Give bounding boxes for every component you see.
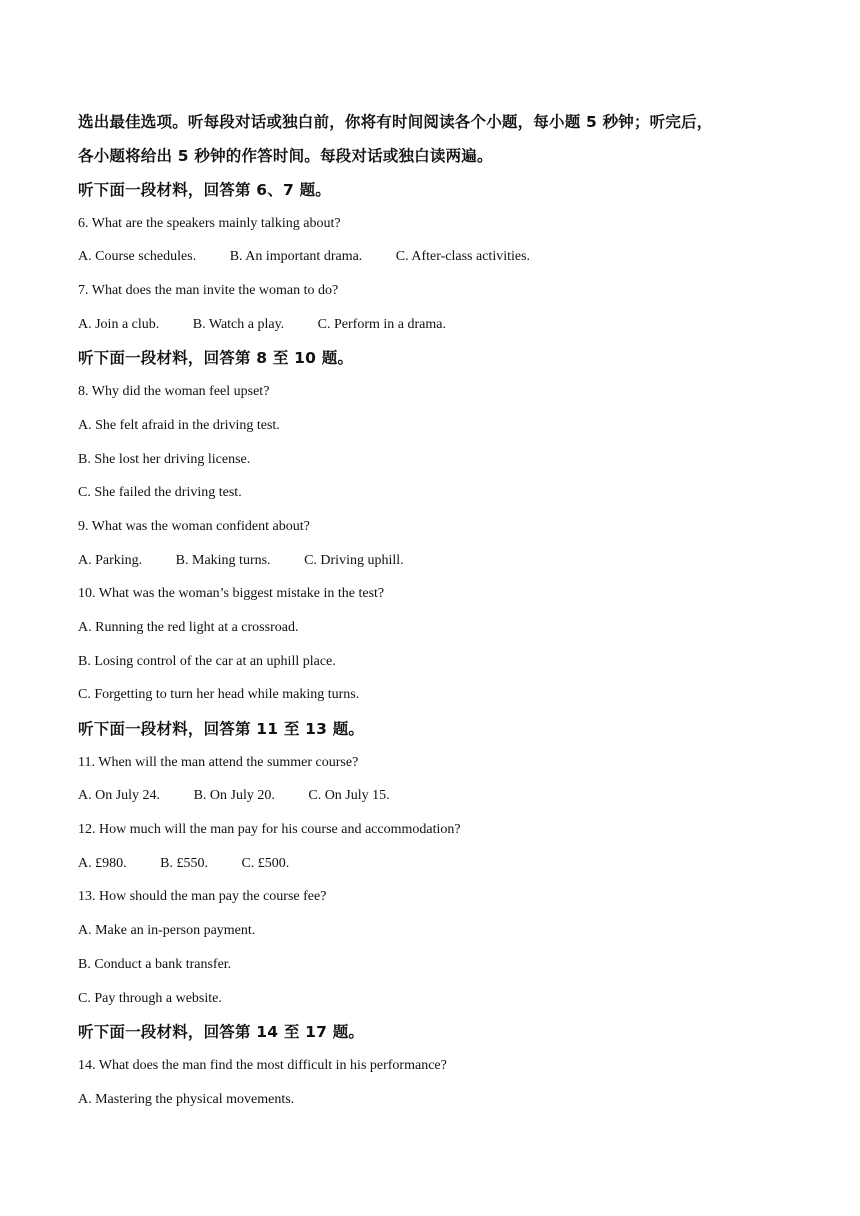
question-6-options (78, 243, 778, 277)
option-11b: B. On July 20. (193, 788, 275, 804)
option-7b: B. Watch a play. (192, 316, 285, 332)
option-10c: C. Forgetting to turn her head while making turns. (78, 687, 360, 703)
option-7a: A. Join a club. (78, 316, 160, 332)
option-8c: C. She failed the driving test. (78, 485, 242, 501)
question-9: 9. What was the woman confident about? (78, 518, 310, 534)
option-10b: B. Losing control of the car at an uphill place. (78, 653, 336, 669)
section-heading-11-13: 听下面一段材料，回答第 11 至 13 题。 (78, 720, 365, 738)
option-12b: B. £550. (160, 855, 208, 871)
option-12a: A. £980. (78, 855, 127, 871)
question-9-options (78, 547, 778, 581)
option-6c: C. After-class activities. (395, 249, 531, 265)
option-13a: A. Make an in-person payment. (78, 923, 256, 939)
question-6: 6. What are the speakers mainly talking about? (78, 215, 341, 231)
option-8b: B. She lost her driving license. (78, 451, 251, 467)
option-11a: A. On July 24. (78, 788, 161, 804)
instructions-line-1: 选出最佳选项。听每段对话或独白前，你将有时间阅读各个小题，每小题 5 秒钟；听完后， (78, 113, 713, 131)
option-9a: A. Parking. (78, 552, 143, 568)
question-12: 12. How much will the man pay for his course and accommodation? (78, 822, 461, 838)
option-8a: A. She felt afraid in the driving test. (78, 417, 280, 433)
question-7-options (78, 311, 778, 345)
question-14: 14. What does the man find the most difficult in his performance? (78, 1057, 447, 1073)
instructions-line-2: 各小题将给出 5 秒钟的作答时间。每段对话或独白读两遍。 (78, 147, 493, 165)
option-9c: C. Driving uphill. (304, 552, 404, 568)
option-7c: C. Perform in a drama. (317, 316, 446, 332)
option-11c: C. On July 15. (308, 788, 390, 804)
option-12c: C. £500. (241, 855, 290, 871)
question-11: 11. When will the man attend the summer course? (78, 754, 359, 770)
section-heading-6-7: 听下面一段材料，回答第 6、7 题。 (78, 181, 331, 199)
option-9b: B. Making turns. (175, 552, 271, 568)
option-6a: A. Course schedules. (78, 249, 197, 265)
option-13b: B. Conduct a bank transfer. (78, 956, 232, 972)
listening-section (78, 108, 778, 1119)
section-heading-14-17: 听下面一段材料，回答第 14 至 17 题。 (78, 1023, 365, 1042)
question-8: 8. Why did the woman feel upset? (78, 384, 270, 400)
question-12-options (78, 850, 778, 884)
option-10a: A. Running the red light at a crossroad. (78, 619, 299, 635)
option-13c: C. Pay through a website. (78, 990, 222, 1006)
question-7: 7. What does the man invite the woman to do? (78, 283, 339, 299)
question-11-options (78, 782, 778, 816)
question-10: 10. What was the woman’s biggest mistake in the test? (78, 586, 385, 602)
question-13: 13. How should the man pay the course fee? (78, 889, 327, 905)
option-6b: B. An important drama. (229, 249, 363, 265)
option-14a: A. Mastering the physical movements. (78, 1091, 295, 1107)
section-heading-8-10: 听下面一段材料，回答第 8 至 10 题。 (78, 349, 354, 368)
